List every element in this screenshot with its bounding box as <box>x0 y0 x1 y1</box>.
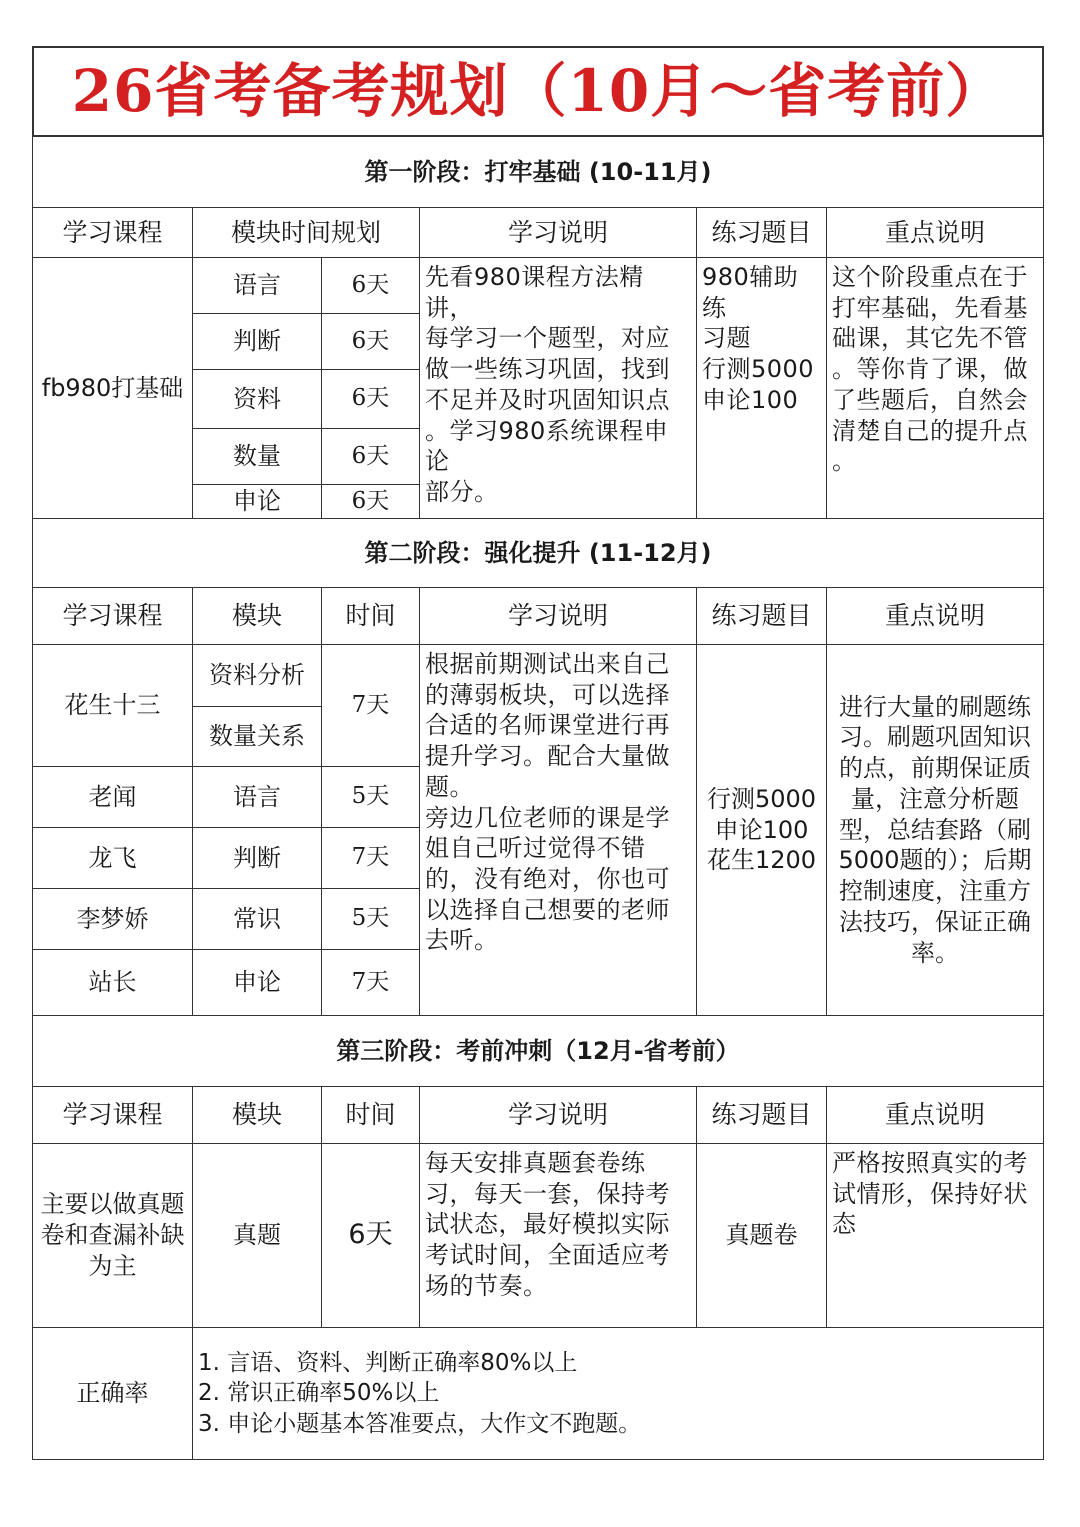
stage1-days: 6天 <box>321 257 420 314</box>
focus-line: 的点，前期保证质 <box>839 754 1031 783</box>
focus-line: 清楚自己的提升点 <box>832 416 1028 445</box>
desc-line: 考试时间，全面适应考 <box>425 1241 670 1270</box>
focus-line: 型，总结套路（刷 <box>839 815 1031 844</box>
practice-line: 申论100 <box>714 815 809 844</box>
desc-line: 去听。 <box>425 926 499 955</box>
stage3-days: 6天 <box>321 1143 420 1328</box>
accuracy-label: 正确率 <box>32 1327 193 1460</box>
stage1-focus <box>826 257 1044 519</box>
stage2-focus <box>826 644 1044 1016</box>
desc-line: 先看980课程方法精讲， <box>425 263 644 322</box>
focus-line: 法技巧，保证正确 <box>839 907 1031 936</box>
desc-line: 每天安排真题套卷练 <box>425 1149 646 1177</box>
stage1-days: 6天 <box>321 313 420 370</box>
course-line: 为主 <box>88 1251 137 1280</box>
stage1-desc <box>419 257 697 519</box>
focus-line: 率。 <box>911 938 959 967</box>
desc-line: 的，没有绝对，你也可 <box>425 865 670 894</box>
study-plan-table <box>32 46 1044 1460</box>
focus-line: 习。刷题巩固知识 <box>839 723 1031 752</box>
focus-line: 严格按照真实的考 <box>832 1149 1028 1177</box>
stage3-heading: 第三阶段：考前冲刺（12月-省考前） <box>32 1015 1044 1087</box>
focus-line: 进行大量的刷题练 <box>839 692 1031 721</box>
course-line: 卷和查漏补缺 <box>40 1221 185 1250</box>
stage2-module: 数量关系 <box>192 706 322 767</box>
stage2-days: 5天 <box>321 766 420 828</box>
desc-line: 姐自己听过觉得不错 <box>425 834 646 863</box>
stage3-header-time: 时间 <box>321 1086 420 1144</box>
stage2-heading: 第二阶段：强化提升 (11-12月) <box>32 518 1044 588</box>
stage3-practice: 真题卷 <box>696 1143 827 1328</box>
focus-line: 试情形，保持好状 <box>832 1179 1028 1208</box>
desc-line: 以选择自己想要的老师 <box>425 895 670 924</box>
focus-line: 量，注意分析题 <box>851 784 1019 813</box>
desc-line: 根据前期测试出来自己 <box>425 650 670 678</box>
stage3-header-module: 模块 <box>192 1086 322 1144</box>
desc-line: 旁边几位老师的课是学 <box>425 803 670 832</box>
stage1-days: 6天 <box>321 428 420 485</box>
stage2-days: 5天 <box>321 888 420 950</box>
stage2-header-practice: 练习题目 <box>696 587 827 645</box>
stage2-module: 资料分析 <box>192 644 322 707</box>
desc-line: 。学习980系统课程申论 <box>425 416 669 476</box>
desc-line: 习，每天一套，保持考 <box>425 1179 670 1208</box>
desc-line: 题。 <box>425 772 474 801</box>
stage1-module: 数量 <box>192 428 322 485</box>
accuracy-item: 1. 言语、资料、判断正确率80%以上 <box>198 1349 578 1376</box>
stage2-days: 7天 <box>321 949 420 1016</box>
stage1-header-practice: 练习题目 <box>696 207 827 258</box>
stage3-course <box>32 1143 193 1328</box>
stage2-module: 常识 <box>192 888 322 950</box>
stage1-days: 6天 <box>321 484 420 519</box>
stage1-header-desc: 学习说明 <box>419 207 697 258</box>
focus-line: 础课，其它先不管 <box>832 324 1028 353</box>
practice-line: 习题 <box>702 324 751 353</box>
practice-line: 行测5000 <box>706 784 817 813</box>
stage2-teacher: 老闻 <box>32 766 193 828</box>
stage3-focus <box>826 1143 1044 1328</box>
desc-line: 做一些练习巩固，找到 <box>425 355 670 384</box>
accuracy-item: 3. 申论小题基本答准要点，大作文不跑题。 <box>198 1410 642 1437</box>
stage1-heading: 第一阶段：打牢基础 (10-11月) <box>32 136 1044 208</box>
stage2-teacher: 李梦娇 <box>32 888 193 950</box>
stage3-module: 真题 <box>192 1143 322 1328</box>
stage2-desc <box>419 644 697 1016</box>
stage1-module: 申论 <box>192 484 322 519</box>
focus-line: 态 <box>832 1210 857 1239</box>
stage2-header-time: 时间 <box>321 587 420 645</box>
desc-line: 每学习一个题型，对应 <box>425 324 670 353</box>
desc-line: 的薄弱板块，可以选择 <box>425 680 670 709</box>
stage1-course: fb980打基础 <box>32 257 193 519</box>
desc-line: 场的节奏。 <box>425 1271 548 1300</box>
practice-line: 行测5000 <box>702 355 815 384</box>
focus-line: 。 <box>832 447 857 476</box>
accuracy-item: 2. 常识正确率50%以上 <box>198 1380 440 1407</box>
focus-line: 这个阶段重点在于 <box>832 263 1028 291</box>
stage1-practice <box>696 257 827 519</box>
stage2-header-desc: 学习说明 <box>419 587 697 645</box>
desc-line: 合适的名师课堂进行再 <box>425 711 670 740</box>
stage2-teacher: 花生十三 <box>32 644 193 767</box>
stage2-header-course: 学习课程 <box>32 587 193 645</box>
stage1-header-plan: 模块时间规划 <box>192 207 420 258</box>
stage3-header-course: 学习课程 <box>32 1086 193 1144</box>
desc-line: 提升学习。配合大量做 <box>425 742 670 771</box>
desc-line: 不足并及时巩固知识点 <box>425 385 670 414</box>
practice-line: 申论100 <box>702 385 799 414</box>
focus-line: 5000题的）；后期 <box>838 846 1032 875</box>
stage2-module: 语言 <box>192 766 322 828</box>
stage2-module: 判断 <box>192 827 322 889</box>
accuracy-list <box>192 1327 1044 1460</box>
stage2-days: 7天 <box>321 827 420 889</box>
stage1-header-focus: 重点说明 <box>826 207 1044 258</box>
stage2-module: 申论 <box>192 949 322 1016</box>
focus-line: 了些题后，自然会 <box>832 385 1028 414</box>
focus-line: 打牢基础，先看基 <box>832 293 1028 322</box>
stage1-module: 资料 <box>192 369 322 429</box>
stage1-module: 语言 <box>192 257 322 314</box>
practice-line: 980辅助练 <box>702 263 799 322</box>
practice-line: 花生1200 <box>706 846 817 875</box>
stage2-header-focus: 重点说明 <box>826 587 1044 645</box>
stage3-header-practice: 练习题目 <box>696 1086 827 1144</box>
focus-line: 控制速度，注重方 <box>839 877 1031 906</box>
stage2-days: 7天 <box>321 644 420 767</box>
stage2-teacher: 龙飞 <box>32 827 193 889</box>
stage3-desc <box>419 1143 697 1328</box>
stage1-header-course: 学习课程 <box>32 207 193 258</box>
stage2-practice <box>696 644 827 1016</box>
stage3-header-desc: 学习说明 <box>419 1086 697 1144</box>
stage3-header-focus: 重点说明 <box>826 1086 1044 1144</box>
stage2-teacher: 站长 <box>32 949 193 1016</box>
course-line: 主要以做真题 <box>40 1190 185 1219</box>
focus-line: 。等你肯了课，做 <box>832 355 1028 384</box>
page-title: 26省考备考规划（10月～省考前） <box>32 46 1044 137</box>
desc-line: 试状态，最好模拟实际 <box>425 1210 670 1239</box>
stage2-header-module: 模块 <box>192 587 322 645</box>
desc-line: 部分。 <box>425 478 499 507</box>
stage1-module: 判断 <box>192 313 322 370</box>
stage1-days: 6天 <box>321 369 420 429</box>
